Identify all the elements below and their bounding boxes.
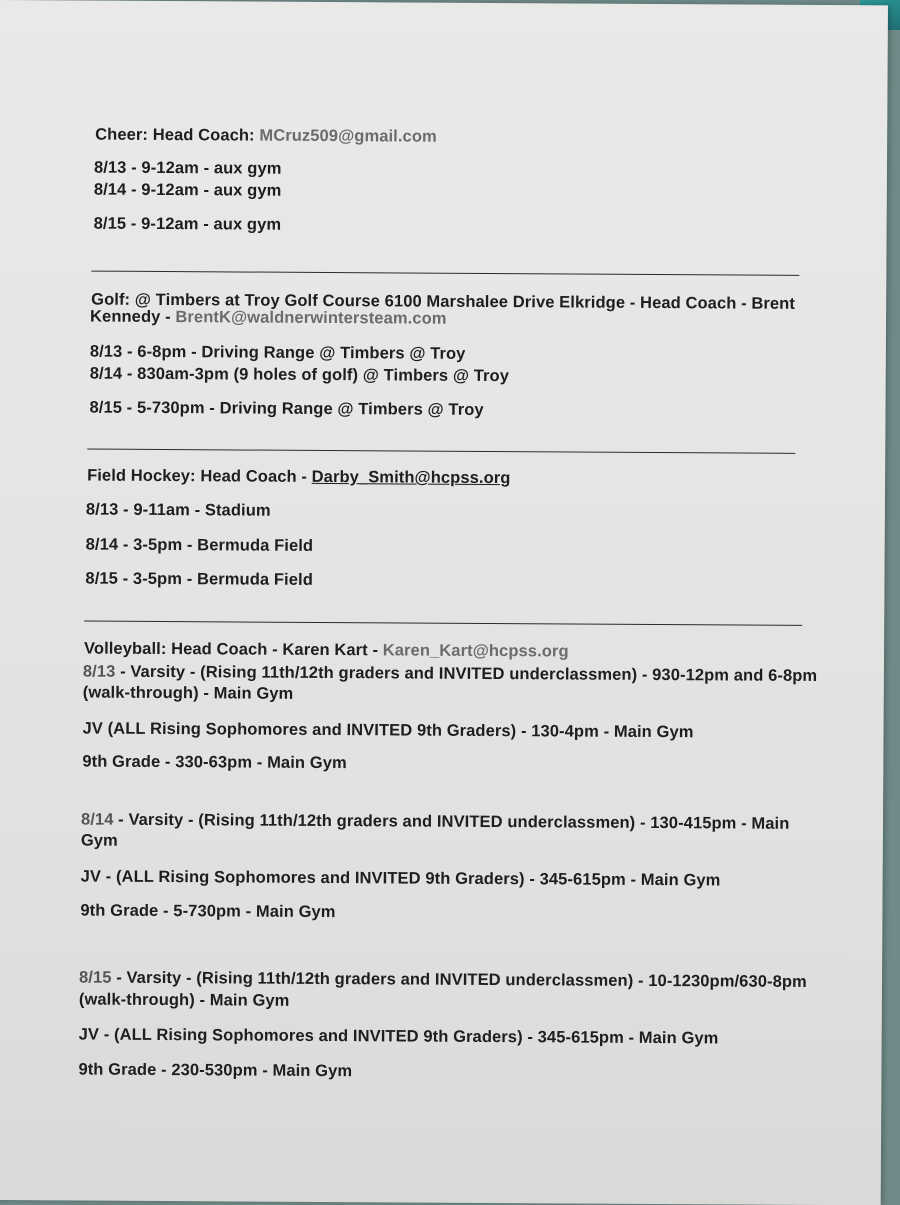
field-hockey-session: 8/13 - 9-11am - Stadium	[85, 500, 271, 520]
volleyball-varsity-day1	[83, 663, 817, 686]
golf-session: 8/13 - 6-8pm - Driving Range @ Timbers @ Troy	[89, 342, 466, 363]
field-hockey-session: 8/14 - 3-5pm - Bermuda Field	[85, 535, 314, 555]
volleyball-date: 8/15	[78, 968, 112, 987]
cheer-session: 8/14 - 9-12am - aux gym	[93, 180, 282, 200]
volleyball-coach-email[interactable]: Karen_Kart@hcpss.org	[382, 641, 569, 661]
volleyball-date: 8/14	[80, 810, 114, 829]
golf-coach-name: Kennedy -	[90, 307, 171, 327]
golf-session: 8/14 - 830am-3pm (9 holes of golf) @ Timbers @ Troy	[89, 364, 510, 386]
cheer-coach-email[interactable]: MCruz509@gmail.com	[259, 126, 437, 146]
volleyball-varsity-day3	[79, 969, 807, 992]
volleyball-heading	[84, 640, 569, 662]
volleyball-jv-day1: JV (ALL Rising Sophomores and INVITED 9th Graders) - 130-4pm - Main Gym	[82, 719, 694, 742]
cheer-session: 8/15 - 9-12am - aux gym	[93, 214, 282, 234]
section-divider	[91, 271, 799, 276]
golf-heading-line2	[90, 308, 447, 329]
field-hockey-heading	[87, 467, 511, 489]
golf-heading-line1: Golf: @ Timbers at Troy Golf Course 6100 Marshalee Drive Elkridge - Head Coach - Brent	[91, 290, 796, 313]
volleyball-varsity-day3-cont: (walk-through) - Main Gym	[78, 990, 290, 1010]
volleyball-jv-day3: JV - (ALL Rising Sophomores and INVITED 9th Graders) - 345-615pm - Main Gym	[78, 1025, 719, 1048]
volleyball-date: 8/13	[82, 662, 116, 681]
volleyball-varsity-text: - Varsity - (Rising 11th/12th graders and INVITED underclassmen) - 10-1230pm/630-8pm	[111, 968, 807, 991]
field-hockey-label: Field Hockey: Head Coach -	[87, 466, 308, 486]
field-hockey-session: 8/15 - 3-5pm - Bermuda Field	[85, 569, 313, 589]
section-divider	[87, 449, 795, 454]
volleyball-label: Volleyball: Head Coach - Karen Kart -	[83, 639, 379, 660]
section-divider	[84, 621, 802, 626]
volleyball-varsity-day2-cont: Gym	[80, 831, 118, 850]
volleyball-9th-day3: 9th Grade - 230-530pm - Main Gym	[78, 1060, 353, 1081]
volleyball-jv-day2: JV - (ALL Rising Sophomores and INVITED 9th Graders) - 345-615pm - Main Gym	[80, 867, 721, 890]
volleyball-varsity-day1-cont: (walk-through) - Main Gym	[82, 683, 294, 703]
field-hockey-coach-email[interactable]: Darby_Smith@hcpss.org	[311, 467, 511, 488]
volleyball-varsity-day2	[81, 811, 790, 834]
volleyball-varsity-text: - Varsity - (Rising 11th/12th graders and INVITED underclassmen) - 930-12pm and 6-8pm	[115, 662, 818, 686]
volleyball-varsity-text: - Varsity - (Rising 11th/12th graders and INVITED underclassmen) - 130-415pm - Main	[113, 810, 790, 833]
golf-coach-email[interactable]: BrentK@waldnerwintersteam.com	[175, 308, 447, 328]
cheer-session: 8/13 - 9-12am - aux gym	[93, 158, 282, 178]
cheer-heading	[95, 126, 437, 147]
volleyball-9th-day2: 9th Grade - 5-730pm - Main Gym	[80, 901, 336, 922]
cheer-label: Cheer: Head Coach:	[95, 125, 255, 145]
volleyball-9th-day1: 9th Grade - 330-63pm - Main Gym	[82, 752, 347, 773]
golf-session: 8/15 - 5-730pm - Driving Range @ Timbers @ Troy	[89, 398, 484, 419]
